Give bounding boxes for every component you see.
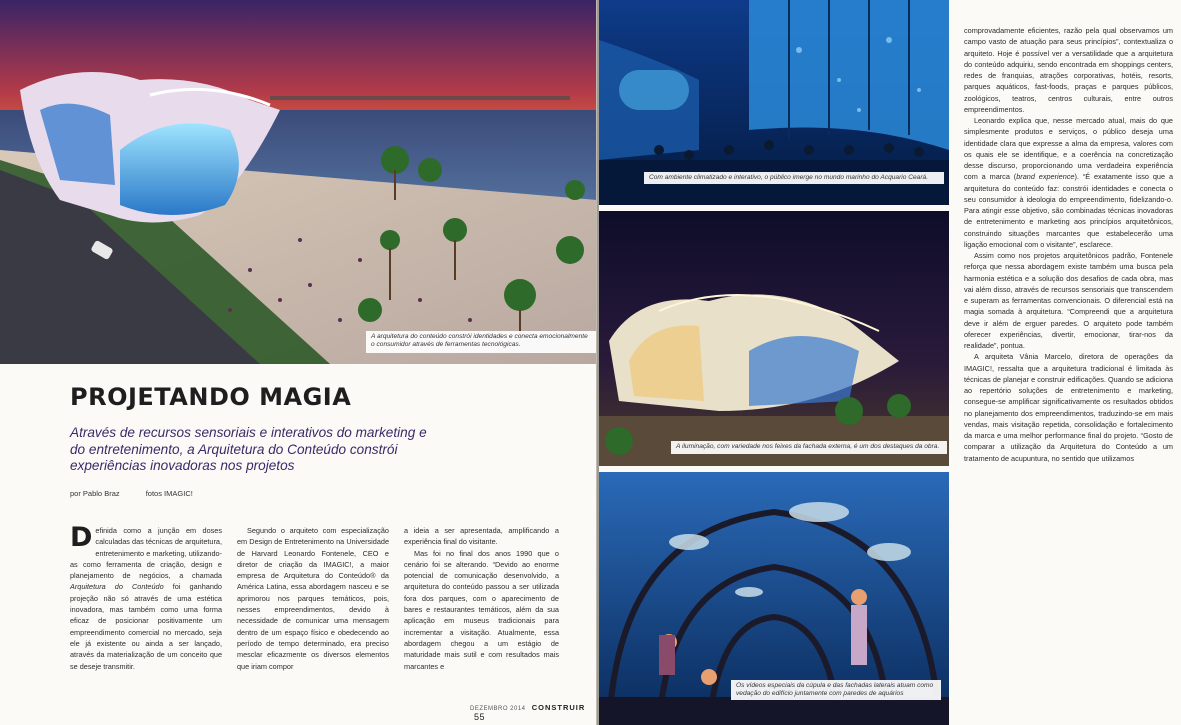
right-paragraph-4: A arquiteta Vânia Marcelo, diretora de operações da IMAGIC!, ressalta que a arquitetura tradicional é limitada às técnicas de planejar e construir edificações. Quando se adiciona ao repertório soluções de entretenimento e marketing, consegue-se amplificar significativamente os resultados obtidos no planejamento dos empreendimentos, traduzindo-se em mais vendas, mais visitação repetida, consolidação e fortalecimento da marca e uma melhor performance final do projeto. “Gosto de comparar a utilização da Arquitetura do Conteúdo a um tratamento de acupuntura, no sentido que utilizamos: [964, 352, 1173, 463]
author-credit: por Pablo Braz: [70, 489, 120, 498]
photo-2-caption: A iluminação, com variedade nos feixes da fachada externa, é um dos destaques da obra.: [671, 441, 947, 454]
body-column-3: [404, 525, 559, 672]
footer-date: DEZEMBRO 2014: [470, 706, 526, 712]
article-subtitle: Através de recursos sensoriais e interativos do marketing e do entretenimento, a Arquitetura do Conteúdo constrói experiências inovadoras nos projetos: [70, 425, 427, 473]
photo-building-night: [599, 211, 949, 466]
right-paragraph-2-b: ). “É exatamente isso que a arquitetura do conteúdo faz: constrói identidades e conecta o seu consumidor à ideologia do empreendimento, fidelizando-o. Para atingir esse objetivo, são combinadas técnicas inovadoras de entretenimento e marketing aos princípios arquitetônicos, construindo situações marcantes que estabelecerão uma ligação emocional com o visitante”, esclarece.: [964, 172, 1173, 249]
drop-cap: D: [70, 522, 93, 553]
hero-photo-caption: A arquitetura do conteúdo constrói identidades e conecta emocionalmente o consumidor através de ferramentas tecnológicas.: [366, 331, 596, 353]
right-paragraph-3: Assim como nos projetos arquitetônicos padrão, Fontenele reforça que nessa abordagem existe também uma busca pela harmonia estética e a solução dos desafios de cada obra, mas vai além disso, através de recursos sensoriais que transcendem e superam as ferramentas convencionais. O diferencial está na magia somada à arquitetura. “Compreendi que a arquitetura deve ir além de erguer paredes. O arquiteto pode também oferecer experiências, divertir, emocionar, tirar-nos da realidade”, pontua.: [964, 251, 1173, 350]
article-title: PROJETANDO MAGIA: [70, 383, 352, 411]
photo-3-caption: Os vídeos especiais da cúpula e das fachadas laterais atuam como vedação do edifício juntamente com paredes de aquários: [731, 680, 941, 700]
right-page: [599, 0, 1181, 725]
page-footer: [470, 703, 597, 722]
column-3-paragraph-1: a ideia a ser apresentada, amplificando a experiência final do visitante.: [404, 526, 559, 547]
right-paragraph-2-italic: brand experience: [1016, 172, 1075, 182]
column-1-italic-term: Arquitetura do Conteúdo: [70, 582, 164, 592]
right-paragraph-1: comprovadamente eficientes, razão pela qual observamos um campo vasto de atuação para seus princípios”, contextualiza o arquiteto. Hoje é possível ver a versatilidade que a arquitetura do conteúdo adquiriu, sendo encontrada em shoppings centers, redes de franquias, atrações corporativas, hotéis, resorts, parques aquáticos, fast-foods, praças e parques públicos, zoológicos, teatros, centros culturais, entre outros empreendimentos.: [964, 26, 1173, 114]
page-number: 55: [474, 712, 486, 722]
column-1-text-b: foi ganhando projeção não só através de uma estética inovadora, mas também como uma forma eficaz de posicionar positivamente um empreendimento comercial no mercado, seja ele já existente ou ainda a ser lançado, através da materialização de um conceito que se deseje transmitir.: [70, 582, 222, 671]
right-body-column: [964, 25, 1173, 464]
body-column-1: [70, 522, 222, 672]
column-3-paragraph-2: Mas foi no final dos anos 1990 que o cenário foi se alterando. “Devido ao enorme potencial de comunicação desenvolvido, a arquitetura do conteúdo passou a ser utilizada fora dos parques, com o aparecimento de bares e restaurantes temáticos, além da sua aplicação em museus tradicionais para incrementar a visitação. Atualmente, essa abordagem chegou a um estágio de maturidade mais sutil e com resultados mais marcantes e: [404, 548, 559, 671]
right-paragraph-2: [964, 115, 1173, 250]
right-paragraph-2-a: Leonardo explica que, nesse mercado atual, mais do que simplesmente produtos e serviços, o público deseja uma identidade clara que expresse a alma da empresa, valores com os quais ele se identifique, e a coerência na concretização desse discurso, proporcionando uma verdadeira experiência com a marca (: [964, 116, 1173, 182]
column-1-text-a: efinida como a junção em doses calculadas das técnicas de arquitetura, entretenimento e marketing, utilizando-as como ferramenta de criação, design e planejamento de negócios, a chamada: [70, 526, 222, 581]
body-column-2: [237, 525, 389, 672]
photos-credit: fotos IMAGIC!: [145, 489, 193, 498]
footer-magazine-name: CONSTRUIR: [531, 703, 586, 712]
hero-photo-aquarium-exterior: [0, 0, 597, 364]
column-2-paragraph: Segundo o arquiteto com especialização em Design de Entretenimento na Universidade de Harvard Leonardo Fontenele, CEO e diretor de criação da IMAGIC!, a maior empresa de Arquitetura do Conteúdo® da América Latina, essa abordagem nasceu e se aprimorou nos parques temáticos, pois, nesses empreendimentos, devido à necessidade de comunicar uma mensagem dentro de um espaço físico e obedecendo ao período de tempo determinado, era preciso mesclar eficazmente os diversos elementos que iriam compor: [237, 526, 389, 671]
photo-1-caption: Com ambiente climatizado e interativo, o público imerge no mundo marinho do Acquario Ceará.: [644, 172, 944, 184]
article-credits: [70, 489, 217, 498]
